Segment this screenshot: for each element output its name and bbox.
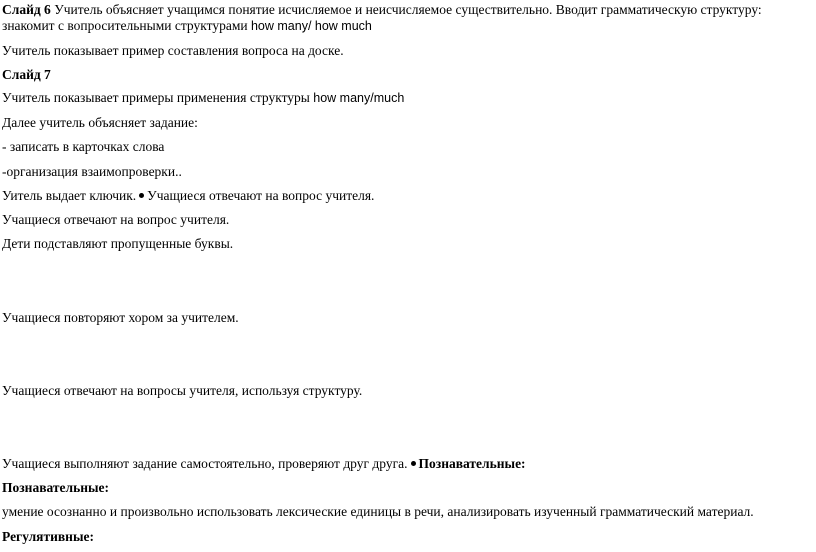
task-item-2: -организация взаимопроверки.. xyxy=(2,164,182,179)
bullet-icon xyxy=(411,461,416,466)
slide7-title: Слайд 7 xyxy=(2,67,51,82)
bullet-icon xyxy=(139,193,144,198)
slide6-title: Слайд 6 xyxy=(2,2,51,17)
cognitive-heading-text: Познавательные: xyxy=(2,480,110,495)
task-intro: Далее учитель объясняет задание: xyxy=(2,115,198,130)
letters-line: Дети подставляют пропущенные буквы. xyxy=(2,236,234,251)
slide7-heading xyxy=(2,67,51,83)
slide6-structure: how many/ how much xyxy=(250,19,372,33)
chorus-line: Учащиеся повторяют хором за учителем. xyxy=(2,310,239,325)
slide7-structure: how many/much xyxy=(313,91,405,105)
key-line xyxy=(2,188,374,204)
slide6-text: Учитель объясняет учащимся понятие исчисляемое и неисчисляемое существительно. Вводит грамматическую структуру: знакомит с вопросительными структурами xyxy=(2,2,762,33)
regulative-heading-text: Регулятивные: xyxy=(2,529,94,544)
cognitive-text: умение осознанно и произвольно использовать лексические единицы в речи, анализировать изученный грамматический материал. xyxy=(2,504,754,519)
task-item-1: - записать в карточках слова xyxy=(2,139,165,154)
independent-bold: Познавательные: xyxy=(418,456,526,471)
slide7-text: Учитель показывает примеры применения структуры xyxy=(2,90,314,105)
cognitive-heading xyxy=(2,480,109,496)
slide6-paragraph xyxy=(2,2,802,34)
slide7-paragraph xyxy=(2,90,404,106)
key-line-part2: Учащиеся отвечают на вопрос учителя. xyxy=(147,188,375,203)
independent-line xyxy=(2,456,526,472)
key-line-part1: Уитель выдает ключик. xyxy=(2,188,137,203)
answer-line: Учащиеся отвечают на вопрос учителя. xyxy=(2,212,230,227)
structure-line: Учащиеся отвечают на вопросы учителя, используя структуру. xyxy=(2,383,363,398)
board-example: Учитель показывает пример составления вопроса на доске. xyxy=(2,43,344,58)
regulative-heading xyxy=(2,529,94,545)
independent-text: Учащиеся выполняют задание самостоятельно, проверяют друг друга. xyxy=(2,456,408,471)
